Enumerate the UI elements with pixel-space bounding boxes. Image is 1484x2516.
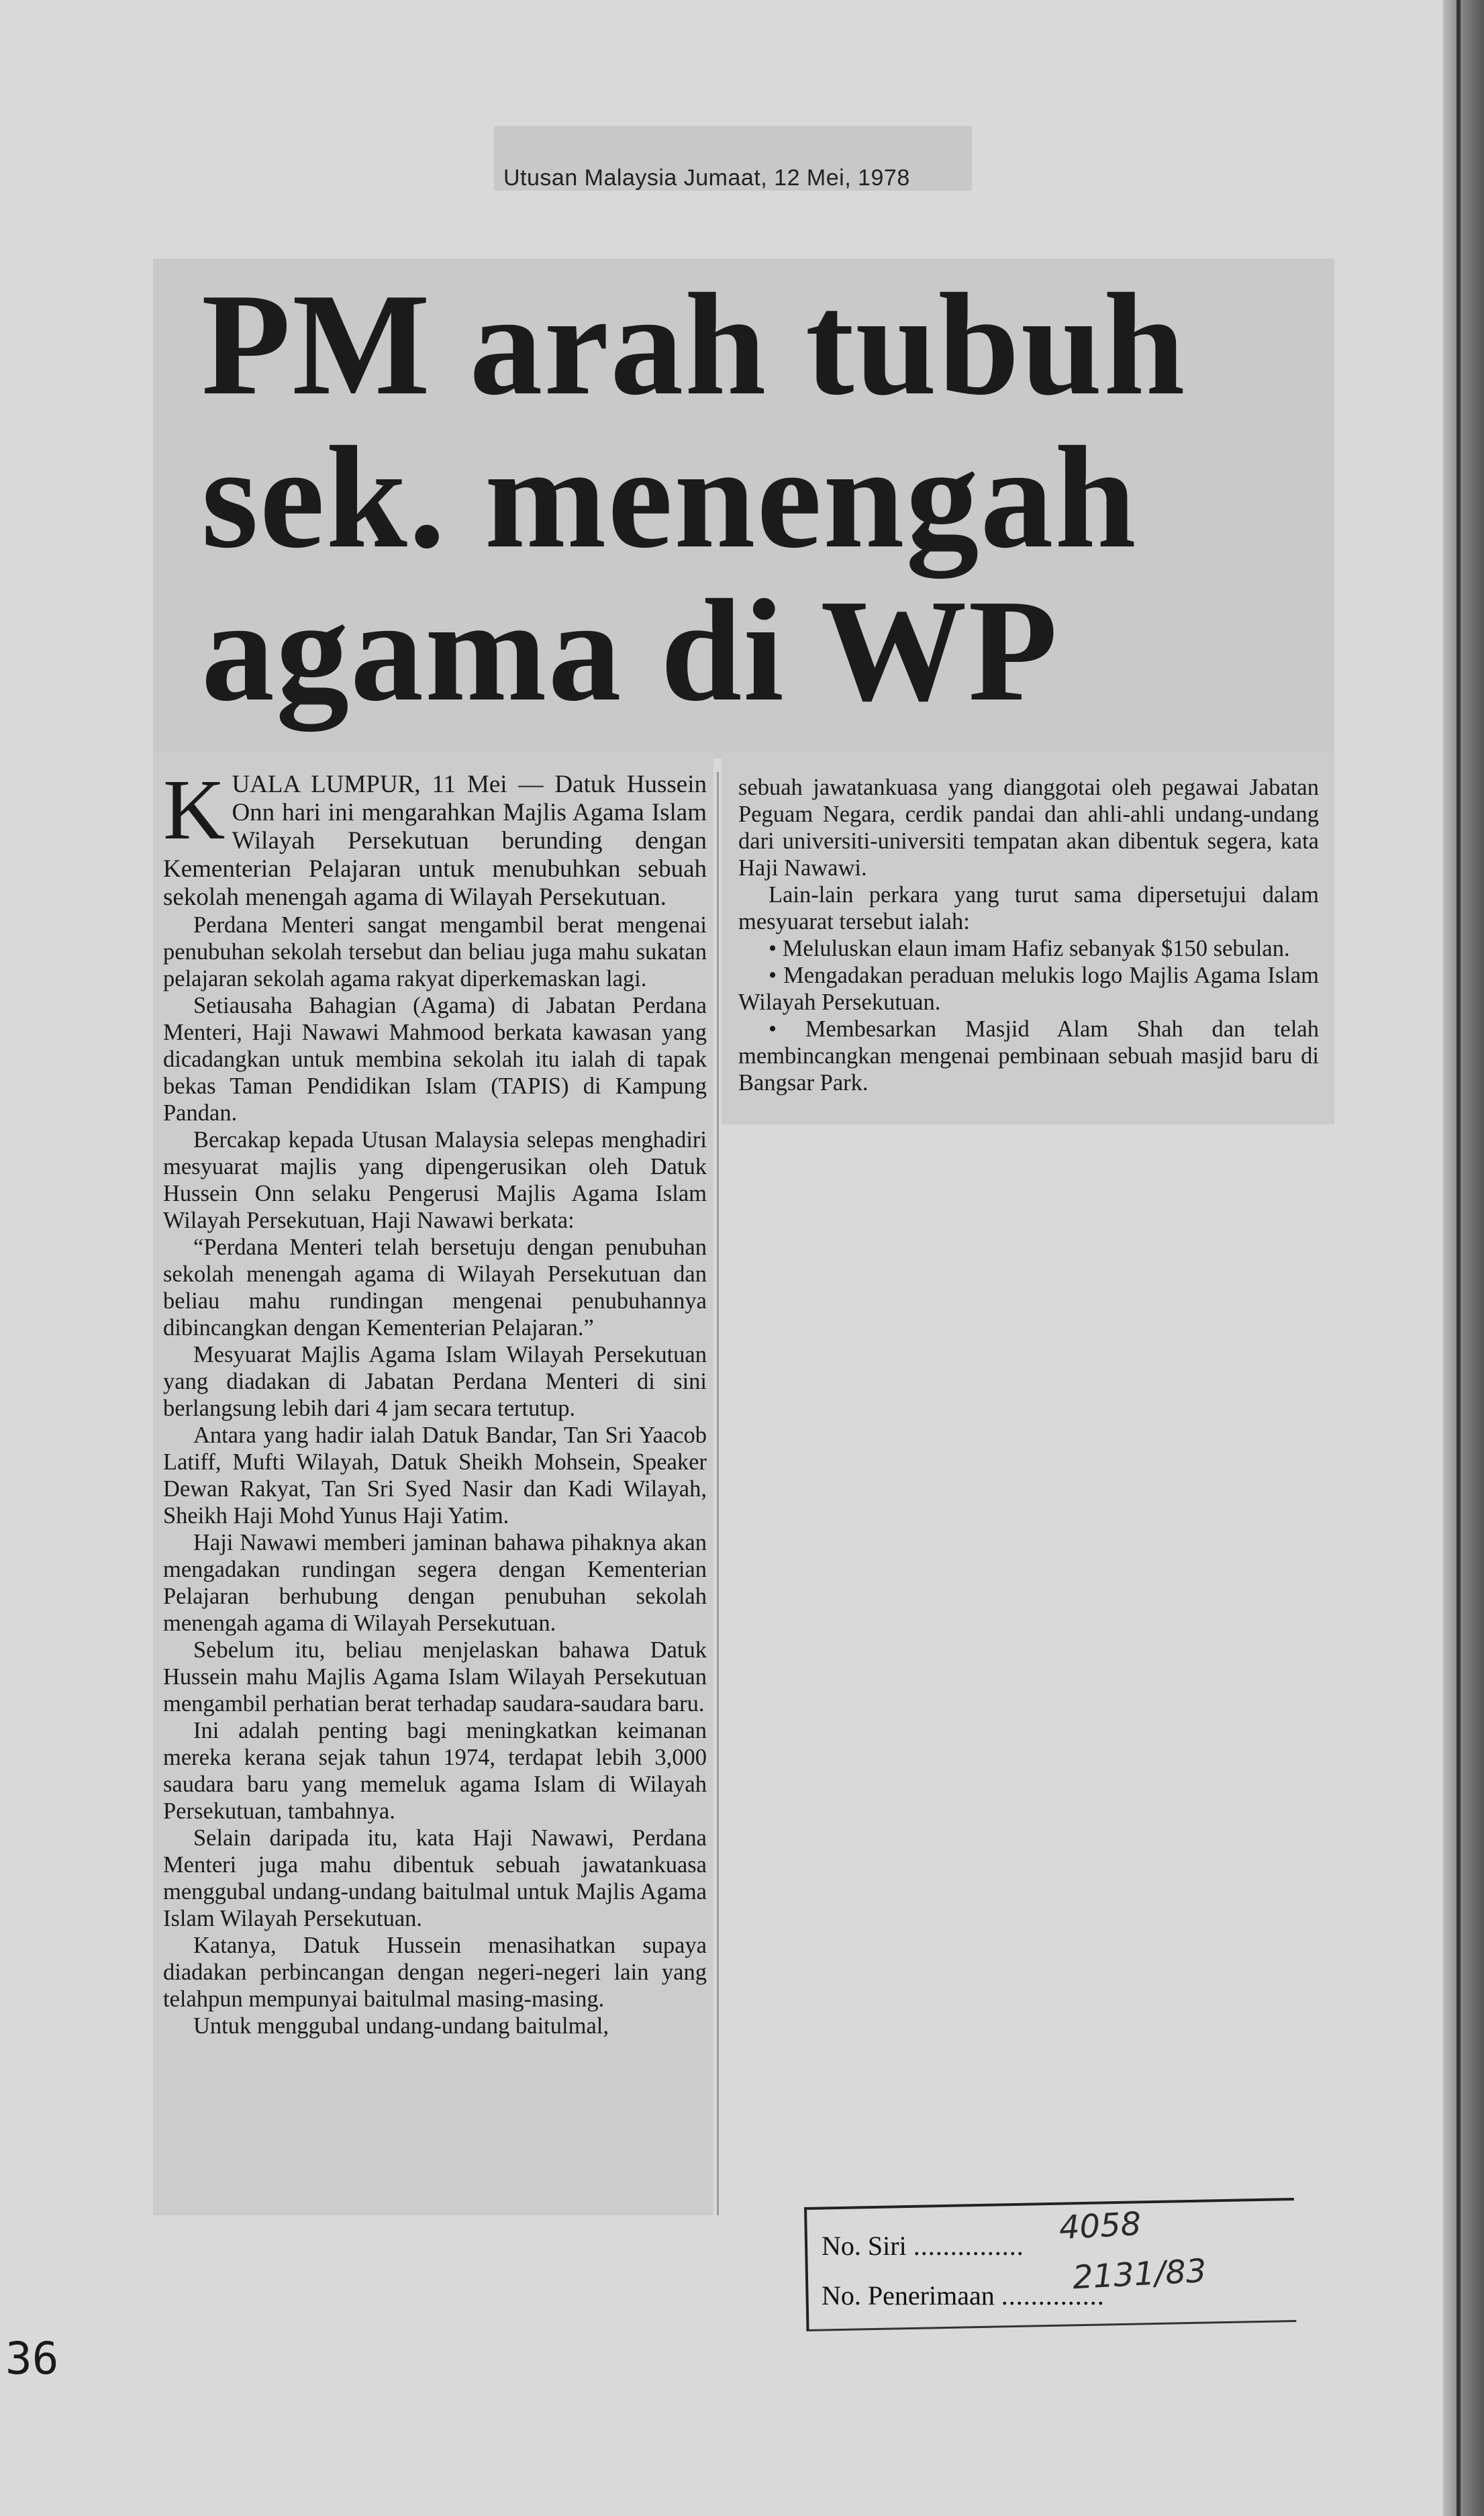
paragraph: Haji Nawawi memberi jaminan bahawa pihaknya akan mengadakan rundingan segera dengan Kementerian Pelajaran berhubung dengan penubuhan sekolah menengah agama di Wilayah Persekutuan. bbox=[163, 1530, 707, 1636]
bullet-item: • Membesarkan Masjid Alam Shah dan telah membincangkan mengenai pembinaan sebuah masjid baru di Bangsar Park. bbox=[738, 1016, 1319, 1096]
paragraph: Sebelum itu, beliau menjelaskan bahawa Datuk Hussein mahu Majlis Agama Islam Wilayah Persekutuan mengambil perhatian berat terhadap saudara-saudara baru. bbox=[163, 1637, 707, 1716]
penerimaan-label: No. Penerimaan bbox=[822, 2280, 995, 2311]
article-right-column bbox=[738, 774, 1319, 1096]
page-edge-shadow bbox=[1443, 0, 1484, 2516]
quote-paragraph: “Perdana Menteri telah bersetuju dengan penubuhan sekolah menengah agama di Wilayah Persekutuan dan beliau mahu rundingan mengenai penubuhannya dibincangkan dengan Kementerian Pelajaran.” bbox=[163, 1235, 707, 1341]
article-lead bbox=[163, 762, 707, 912]
siri-label: No. Siri bbox=[822, 2231, 907, 2261]
siri-dots: ............... bbox=[913, 2231, 1024, 2261]
stamp-penerimaan-row bbox=[822, 2280, 1105, 2311]
paragraph: Setiausaha Bahagian (Agama) di Jabatan Perdana Menteri, Haji Nawawi Mahmood berkata kawasan yang dicadangkan untuk membina sekolah itu ialah di tapak bekas Taman Pendidikan Islam (TAPIS) di Kampung Pandan. bbox=[163, 993, 707, 1126]
page-number: 36 bbox=[5, 2333, 59, 2384]
paragraph: Antara yang hadir ialah Datuk Bandar, Tan Sri Yaacob Latiff, Mufti Wilayah, Datuk Sheikh Mohsein, Speaker Dewan Rakyat, Tan Sri Syed Nasir dan Kadi Wilayah, Sheikh Haji Mohd Yunus Haji Yatim. bbox=[163, 1422, 707, 1529]
archive-stamp bbox=[804, 2207, 1294, 2331]
penerimaan-handwritten-value: 2131/83 bbox=[1071, 2252, 1207, 2297]
lead-text: UALA LUMPUR, 11 Mei — Datuk Hussein Onn hari ini mengarahkan Majlis Agama Islam Wilayah Persekutuan berunding dengan Kementerian Pelajaran untuk menubuhkan sebuah sekolah menengah agama di Wilayah Persekutuan. bbox=[163, 771, 707, 911]
bullet-item: • Mengadakan peraduan melukis logo Majlis Agama Islam Wilayah Persekutuan. bbox=[738, 963, 1319, 1015]
paragraph: Perdana Menteri sangat mengambil berat mengenai penubuhan sekolah tersebut dan beliau juga mahu sukatan pelajaran sekolah agama rakyat diperkemaskan lagi. bbox=[163, 912, 707, 991]
paragraph: Ini adalah penting bagi meningkatkan keimanan mereka kerana sejak tahun 1974, terdapat lebih 3,000 saudara baru yang memeluk agama Islam di Wilayah Persekutuan, tambahnya. bbox=[163, 1718, 707, 1824]
paragraph: sebuah jawatankuasa yang dianggotai oleh pegawai Jabatan Peguam Negara, cerdik pandai dan ahli-ahli undang-undang dari universiti-universiti tempatan akan dibentuk segera, kata Haji Nawawi. bbox=[738, 775, 1319, 881]
bullet-item: • Meluluskan elaun imam Hafiz sebanyak $150 sebulan. bbox=[769, 936, 1290, 961]
drop-cap: K bbox=[163, 762, 226, 857]
headline-line-1: PM arah tubuh bbox=[201, 264, 1187, 426]
page-edge-line bbox=[1456, 0, 1461, 2516]
paragraph: Lain-lain perkara yang turut sama dipersetujui dalam mesyuarat tersebut ialah: bbox=[738, 882, 1319, 934]
stamp-frame bbox=[804, 2198, 1296, 2331]
headline-line-2: sek. menengah bbox=[201, 417, 1138, 579]
siri-handwritten-value: 4058 bbox=[1058, 2205, 1142, 2247]
dateline: Utusan Malaysia Jumaat, 12 Mei, 1978 bbox=[503, 165, 910, 191]
stamp-siri-row bbox=[822, 2230, 1024, 2262]
headline-line-3: agama di WP bbox=[201, 570, 1059, 732]
column-divider bbox=[717, 772, 719, 2215]
article-left-column bbox=[163, 762, 707, 2039]
headline bbox=[201, 264, 1329, 732]
paragraph: Untuk menggubal undang-undang baitulmal, bbox=[193, 2013, 609, 2039]
paragraph: Selain daripada itu, kata Haji Nawawi, Perdana Menteri juga mahu dibentuk sebuah jawatankuasa menggubal undang-undang baitulmal untuk Majlis Agama Islam Wilayah Persekutuan. bbox=[163, 1825, 707, 1931]
paragraph: Katanya, Datuk Hussein menasihatkan supaya diadakan perbincangan dengan negeri-negeri lain yang telahpun mempunyai baitulmal masing-masing. bbox=[163, 1933, 707, 2012]
paragraph: Bercakap kepada Utusan Malaysia selepas menghadiri mesyuarat majlis yang dipengerusikan oleh Datuk Hussein Onn selaku Pengerusi Majlis Agama Islam Wilayah Persekutuan, Haji Nawawi berkata: bbox=[163, 1127, 707, 1233]
paragraph: Mesyuarat Majlis Agama Islam Wilayah Persekutuan yang diadakan di Jabatan Perdana Menteri di sini berlangsung lebih dari 4 jam secara tertutup. bbox=[163, 1342, 707, 1421]
penerimaan-dots: .............. bbox=[1001, 2280, 1105, 2311]
